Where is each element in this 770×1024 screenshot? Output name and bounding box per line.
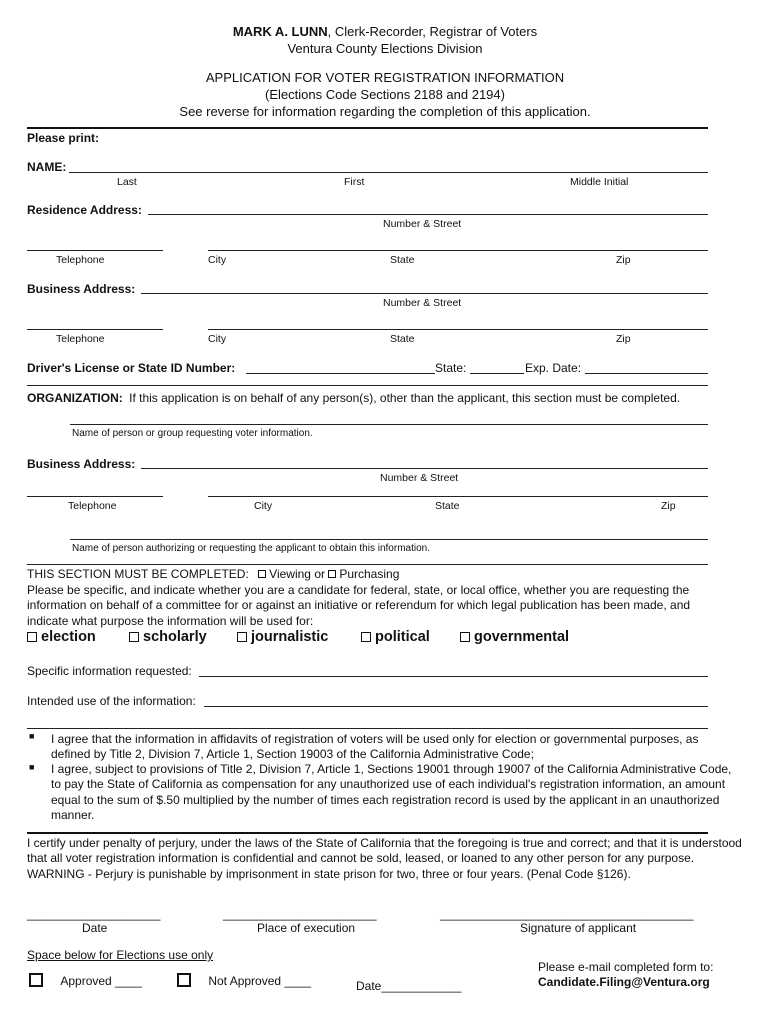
- signature-caption: Signature of applicant: [520, 921, 637, 935]
- business-address-label: Business Address:: [27, 282, 136, 296]
- residence-state-caption: State: [390, 254, 415, 266]
- purpose-journalistic-label: journalistic: [251, 629, 329, 645]
- org-business-street-field[interactable]: [141, 468, 708, 469]
- residence-street-field[interactable]: [148, 214, 708, 215]
- office-date-field[interactable]: Date____________: [356, 979, 462, 993]
- election-checkbox-icon[interactable]: [27, 632, 37, 642]
- purpose-divider: [27, 728, 708, 729]
- business-state-caption: State: [390, 333, 415, 345]
- purchasing-checkbox-icon[interactable]: [328, 570, 336, 578]
- place-caption: Place of execution: [257, 921, 356, 935]
- business-street-field[interactable]: [141, 293, 708, 294]
- division-name: Ventura County Elections Division: [287, 41, 483, 56]
- authorizing-person-field[interactable]: [70, 539, 708, 540]
- certification-text: I certify under penalty of perjury, under the laws of the State of California that the foregoing is true and correct; and that it is understood that all voter registration information is confidential and cannot be sold, leased, or loaned to any other person for any purpose. WARNING - Perjury is punishable by imprisonment in state prison for two, three or four years. (Penal Code §126).: [27, 836, 742, 881]
- specific-info-field[interactable]: [199, 676, 708, 677]
- viewing-option[interactable]: [258, 567, 311, 581]
- residence-city-state-zip-field[interactable]: [208, 250, 708, 251]
- business-telephone-caption: Telephone: [56, 333, 105, 345]
- approved-checkbox-icon[interactable]: [29, 973, 43, 987]
- specific-info-label: Specific information requested:: [27, 664, 192, 678]
- residence-city-caption: City: [208, 254, 227, 266]
- drivers-license-label: Driver's License or State ID Number:: [27, 361, 236, 375]
- approved-label: Approved ____: [60, 974, 142, 988]
- purchasing-option[interactable]: [328, 567, 399, 581]
- purpose-political-label: political: [375, 629, 430, 645]
- applicant-divider: [27, 385, 708, 386]
- not-approved-checkbox-icon[interactable]: [177, 973, 191, 987]
- name-last-caption: Last: [117, 176, 137, 188]
- name-label: NAME:: [27, 160, 67, 174]
- purpose-election-label: election: [41, 629, 96, 645]
- dl-exp-field[interactable]: [585, 373, 708, 374]
- org-telephone-field[interactable]: [27, 496, 163, 497]
- please-print-label: Please print:: [27, 131, 100, 145]
- purpose-governmental-label: governmental: [474, 629, 570, 645]
- drivers-license-field[interactable]: [246, 373, 435, 374]
- business-street-caption: Number & Street: [383, 297, 462, 309]
- intended-use-label: Intended use of the information:: [27, 694, 196, 708]
- not-approved-item[interactable]: [177, 973, 311, 990]
- form-title: APPLICATION FOR VOTER REGISTRATION INFORMATION: [205, 70, 565, 85]
- org-city-state-zip-field[interactable]: [208, 496, 708, 497]
- business-city-caption: City: [208, 333, 227, 345]
- org-business-address-label: Business Address:: [27, 457, 136, 471]
- name-first-caption: First: [344, 176, 365, 188]
- see-reverse-note: See reverse for information regarding the completion of this application.: [179, 104, 591, 119]
- organization-name-field[interactable]: [70, 424, 708, 425]
- purpose-scholarly-label: scholarly: [143, 629, 207, 645]
- residence-zip-caption: Zip: [616, 254, 631, 266]
- agreements-divider: [27, 832, 708, 834]
- purpose-journalistic[interactable]: [237, 629, 328, 645]
- dl-state-field[interactable]: [470, 373, 524, 374]
- purpose-heading: THIS SECTION MUST BE COMPLETED:: [27, 567, 249, 581]
- dl-exp-label: Exp. Date:: [525, 361, 582, 375]
- approved-item[interactable]: [29, 973, 142, 990]
- org-state-caption: State: [435, 500, 460, 512]
- purpose-political[interactable]: [361, 629, 430, 645]
- residence-address-label: Residence Address:: [27, 203, 142, 217]
- purpose-heading-line: [27, 567, 399, 581]
- office-use-label: Space below for Elections use only: [27, 948, 214, 962]
- purpose-scholarly[interactable]: [129, 629, 207, 645]
- agreement-2: I agree, subject to provisions of Title 2, Division 7, Article 1, Sections 19001 through 19007 of the California Administrative Code, to pay the State of California as compensation for any unauthorized use of each individual's registration information, an amount equal to the sum of $.50 multiplied by the number of times each registration record is used by the applicant in an unauthorized manner.: [51, 762, 732, 822]
- email-instruction: Please e-mail completed form to:: [538, 960, 714, 974]
- viewing-label: Viewing: [269, 567, 311, 581]
- org-zip-caption: Zip: [661, 500, 676, 512]
- applicant-signature-line[interactable]: ______________________________________: [440, 907, 694, 921]
- org-city-caption: City: [254, 500, 273, 512]
- email-address[interactable]: Candidate.Filing@Ventura.org: [538, 975, 710, 989]
- organization-header: [27, 391, 680, 405]
- residence-telephone-field[interactable]: [27, 250, 163, 251]
- agreement-1: I agree that the information in affidavits of registration of voters will be used only for election or governmental purposes, as defined by Title 2, Division 7, Article 1, Section 19003 of the California Administrative Code;: [51, 732, 699, 762]
- or-label: or: [314, 567, 325, 581]
- place-signature-line[interactable]: _______________________: [223, 907, 377, 921]
- business-city-state-zip-field[interactable]: [208, 329, 708, 330]
- bullet-icon: ■: [29, 762, 35, 772]
- scholarly-checkbox-icon[interactable]: [129, 632, 139, 642]
- bullet-icon: ■: [29, 731, 35, 741]
- org-business-street-caption: Number & Street: [380, 472, 459, 484]
- date-caption: Date: [82, 921, 108, 935]
- org-telephone-caption: Telephone: [68, 500, 117, 512]
- journalistic-checkbox-icon[interactable]: [237, 632, 247, 642]
- code-sections: (Elections Code Sections 2188 and 2194): [265, 87, 505, 102]
- residence-street-caption: Number & Street: [383, 218, 462, 230]
- header-divider: [27, 127, 708, 129]
- business-telephone-field[interactable]: [27, 329, 163, 330]
- political-checkbox-icon[interactable]: [361, 632, 371, 642]
- organization-label: ORGANIZATION:: [27, 391, 123, 405]
- date-signature-line[interactable]: ____________________: [27, 907, 161, 921]
- clerk-line: [0, 24, 770, 39]
- name-middle-caption: Middle Initial: [570, 176, 629, 188]
- organization-divider: [27, 564, 708, 565]
- business-zip-caption: Zip: [616, 333, 631, 345]
- organization-note: If this application is on behalf of any person(s), other than the applicant, this section must be completed.: [129, 391, 681, 405]
- intended-use-field[interactable]: [204, 706, 708, 707]
- dl-state-label: State:: [435, 361, 467, 375]
- organization-name-caption: Name of person or group requesting voter information.: [72, 428, 313, 439]
- authorizing-person-caption: Name of person authorizing or requesting the applicant to obtain this information.: [72, 543, 430, 554]
- purpose-governmental[interactable]: [460, 629, 569, 645]
- not-approved-label: Not Approved ____: [208, 974, 312, 988]
- clerk-title: , Clerk-Recorder, Registrar of Voters: [327, 24, 538, 39]
- viewing-checkbox-icon[interactable]: [258, 570, 266, 578]
- purchasing-label: Purchasing: [339, 567, 400, 581]
- residence-telephone-caption: Telephone: [56, 254, 105, 266]
- name-field[interactable]: [69, 172, 708, 173]
- purpose-election[interactable]: [27, 629, 96, 645]
- governmental-checkbox-icon[interactable]: [460, 632, 470, 642]
- purpose-instructions: Please be specific, and indicate whether you are a candidate for federal, state, or local office, whether you are requesting the information on behalf of a committee for or against an initiative or referendum for which legal publication has been made, and indicate what purpose the information will be used for:: [27, 583, 691, 628]
- clerk-name: MARK A. LUNN: [232, 24, 328, 39]
